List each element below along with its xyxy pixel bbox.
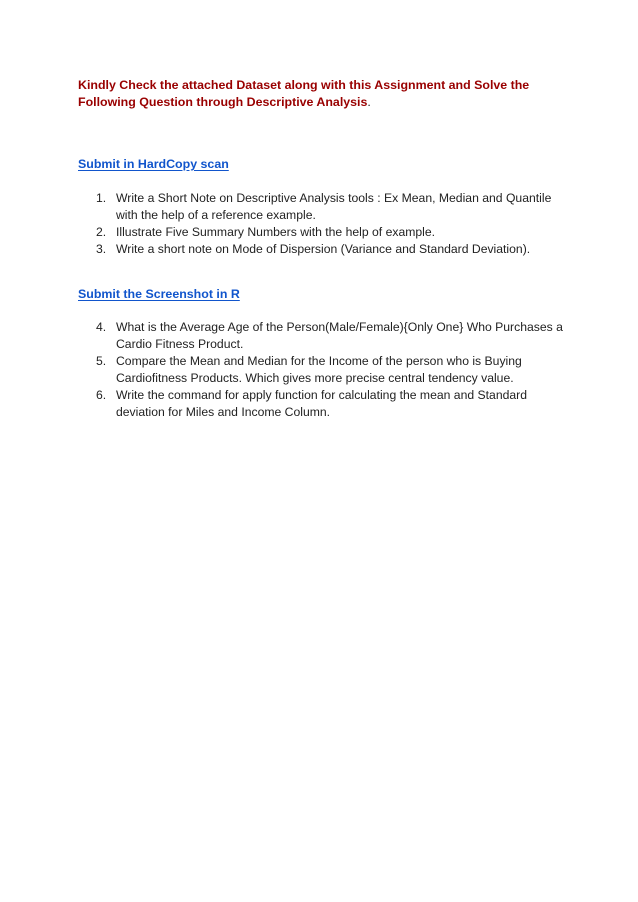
list-item-number: 3.: [96, 242, 107, 256]
intro-period: .: [367, 95, 371, 109]
list-item: [96, 319, 566, 353]
list-item-number: 2.: [96, 225, 107, 239]
section-heading-hardcopy[interactable]: Submit in HardCopy scan: [78, 157, 229, 171]
list-item: [96, 224, 566, 241]
list-item-number: 5.: [96, 354, 107, 368]
intro-paragraph: [78, 77, 578, 111]
intro-text: Kindly Check the attached Dataset along with this Assignment and Solve the Following Question through Descriptive Analysis: [78, 78, 530, 109]
list-item: [96, 190, 566, 224]
list-item: [96, 353, 566, 387]
list-item-text: Write a short note on Mode of Dispersion (Variance and Standard Deviation).: [116, 242, 531, 256]
list-item-number: 1.: [96, 191, 107, 205]
list-item-text: Write a Short Note on Descriptive Analysis tools : Ex Mean, Median and Quantile with the help of a reference example.: [116, 191, 552, 222]
question-list-screenshot: [96, 319, 566, 421]
section-heading-screenshot[interactable]: Submit the Screenshot in R: [78, 287, 240, 301]
list-item-text: Compare the Mean and Median for the Income of the person who is Buying Cardiofitness Products. Which gives more precise central tendency value.: [116, 354, 522, 385]
list-item-number: 4.: [96, 320, 107, 334]
list-item-text: Illustrate Five Summary Numbers with the help of example.: [116, 225, 436, 239]
list-item-number: 6.: [96, 388, 107, 402]
list-item-text: What is the Average Age of the Person(Male/Female){Only One} Who Purchases a Cardio Fitness Product.: [116, 320, 563, 351]
question-list-hardcopy: [96, 190, 566, 258]
list-item-text: Write the command for apply function for calculating the mean and Standard deviation for Miles and Income Column.: [116, 388, 527, 419]
list-item: [96, 241, 566, 258]
list-item: [96, 387, 566, 421]
